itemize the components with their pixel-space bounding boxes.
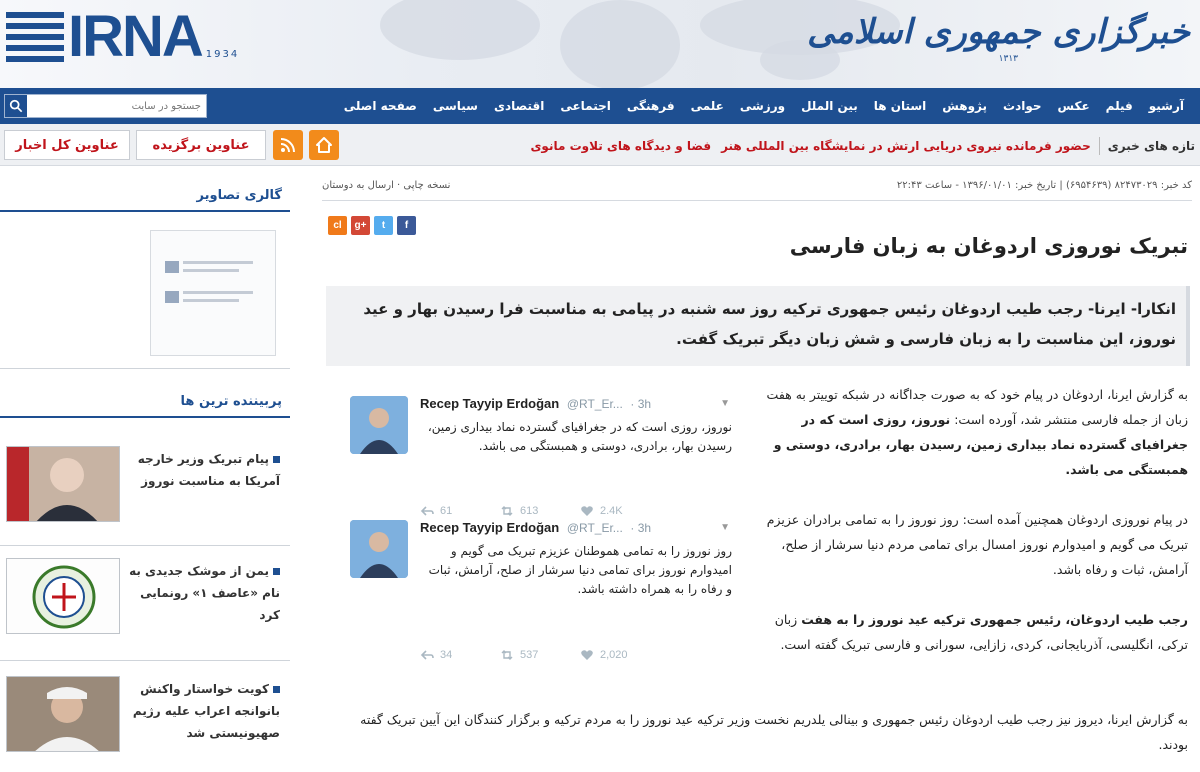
nav-item[interactable]: علمی xyxy=(690,99,724,113)
news-thumbnail[interactable] xyxy=(6,446,120,522)
googleplus-share-icon[interactable]: g+ xyxy=(351,216,370,235)
article-lead xyxy=(326,286,1190,366)
tweet-author[interactable]: Recep Tayyip Erdoğan xyxy=(420,396,560,411)
heart-icon xyxy=(580,504,594,518)
cloob-share-icon[interactable]: cl xyxy=(328,216,347,235)
reply-button[interactable] xyxy=(420,648,500,662)
all-headlines-button[interactable]: عناوین کل اخبار xyxy=(4,130,130,160)
embedded-tweet[interactable] xyxy=(346,396,736,526)
popular-item-text: پیام تبریک وزیر خارجه آمریکا به مناسبت نوروز xyxy=(137,452,280,488)
divider xyxy=(0,660,290,661)
article-info xyxy=(897,180,1192,191)
popular-item-text: یمن از موشک جدیدی به نام «عاصف ۱» رونمایی کرد xyxy=(129,564,280,622)
ticker-bar xyxy=(0,124,1200,166)
article-paragraph xyxy=(748,607,1188,657)
article-paragraph xyxy=(328,707,1188,757)
tweet-avatar[interactable] xyxy=(350,396,408,454)
home-icon xyxy=(315,136,333,154)
tweet-actions xyxy=(420,648,660,662)
retweet-count: 613 xyxy=(520,505,539,517)
tweet-avatar[interactable] xyxy=(350,520,408,578)
article-meta xyxy=(322,180,1192,200)
popular-item-title[interactable] xyxy=(128,560,280,626)
nav-item[interactable]: فرهنگی xyxy=(626,99,675,113)
nav-item[interactable]: بین الملل xyxy=(801,99,858,113)
article xyxy=(322,170,1192,772)
image-placeholder-icon xyxy=(165,261,179,273)
rss-icon xyxy=(279,136,297,154)
tweet-header xyxy=(420,396,730,411)
like-button[interactable] xyxy=(580,504,660,518)
nav-item[interactable]: حوادث xyxy=(1003,99,1042,113)
popular-title: پربیننده ترین ها xyxy=(180,394,282,409)
share-bar xyxy=(328,216,416,235)
search-button[interactable] xyxy=(5,95,27,117)
tweet-header xyxy=(420,520,730,535)
nav-item[interactable]: فیلم xyxy=(1105,99,1133,113)
gallery-thumbnail[interactable] xyxy=(150,230,276,356)
main-nav xyxy=(0,88,1200,124)
paragraph-text: به گزارش ایرنا، دیروز نیز رجب طیب اردوغان رئیس جمهوری و بینالی یلدریم نخست وزیر ترکیه عید نوروز را به مردم ترکیه و برگزار کنندگان این آیین تبریک گفته بودند. xyxy=(360,712,1188,752)
gallery-title[interactable]: گالری تصاویر xyxy=(196,188,282,203)
article-paragraph xyxy=(748,507,1188,582)
reply-count: 61 xyxy=(440,505,453,517)
reply-button[interactable] xyxy=(420,504,500,518)
irna-logo[interactable] xyxy=(6,6,239,68)
paragraph-text: زبان ترکی، انگلیسی، آذربایجانی، کردی، زازایی، سورانی و فارسی تبریک گفته است. xyxy=(774,612,1188,652)
popular-item[interactable] xyxy=(0,676,290,772)
logo-year: 1934 xyxy=(205,49,240,60)
facebook-share-icon[interactable]: f xyxy=(397,216,416,235)
reply-icon xyxy=(420,504,434,518)
ticker-label: تازه های خبری xyxy=(1107,139,1195,153)
avatar-photo xyxy=(350,396,408,454)
avatar-photo xyxy=(350,520,408,578)
retweet-count: 537 xyxy=(520,649,539,661)
nav-item[interactable]: عکس xyxy=(1057,99,1090,113)
popular-item-text: کویت خواستار واکنش بانوانجه اعراب علیه رژیم صهیونیستی شد xyxy=(132,682,280,740)
world-map-decoration xyxy=(560,0,680,88)
article-date: تاریخ خبر: ۱۳۹۶/۰۱/۰۱ xyxy=(962,180,1057,191)
person-photo xyxy=(7,677,120,752)
twitter-share-icon[interactable]: t xyxy=(374,216,393,235)
retweet-icon xyxy=(500,504,514,518)
bullet-icon xyxy=(273,568,280,575)
nav-item[interactable]: سیاسی xyxy=(432,99,478,113)
tweet-actions xyxy=(420,504,660,518)
send-to-friend-link[interactable]: ارسال به دوستان xyxy=(322,180,394,191)
nav-item[interactable]: ورزشی xyxy=(739,99,786,113)
retweet-button[interactable] xyxy=(500,648,580,662)
bullet-icon xyxy=(273,686,280,693)
caption-line xyxy=(183,299,239,302)
ticker-item[interactable]: حضور فرمانده نیروی دریایی ارتش در نمایشگاه بین المللی هنر xyxy=(721,139,1091,153)
meta-separator: - xyxy=(952,180,959,191)
ticker-separator xyxy=(1099,137,1100,155)
tweet-handle[interactable]: @RT_Er... xyxy=(566,521,623,535)
heart-icon xyxy=(580,648,594,662)
reply-icon xyxy=(420,648,434,662)
retweet-icon xyxy=(500,648,514,662)
nav-item[interactable]: پژوهش xyxy=(942,99,988,113)
selected-headlines-button[interactable]: عناوین برگزیده xyxy=(136,130,266,160)
section-divider xyxy=(0,210,290,212)
logo-text: IRNA xyxy=(68,4,202,69)
nav-menu xyxy=(336,88,1192,124)
search-input[interactable] xyxy=(27,95,205,117)
nav-item[interactable]: آرشیو xyxy=(1148,99,1184,113)
paragraph-text: به گزارش ایرنا، اردوغان در پیام خود که به صورت جداگانه در شبکه توییتر به هفت زبان از جمله فارسی منتشر شد، آورده است: xyxy=(766,387,1188,427)
site-header xyxy=(0,0,1200,88)
news-thumbnail[interactable] xyxy=(6,558,120,634)
caption-line xyxy=(183,291,253,294)
home-button[interactable] xyxy=(309,130,339,160)
agency-founded: ۱۳۱۳ xyxy=(998,54,1018,64)
section-divider xyxy=(0,416,290,418)
paragraph-quote: نوروز، روزی است که در جغرافیای گسترده نماد بیداری زمین، رسیدن بهار، برادری، دوستی و همبستگی می باشد. xyxy=(773,412,1188,477)
article-tools xyxy=(322,180,450,191)
article-code: کد خبر: ۸۲۴۷۳۰۲۹ (۶۹۵۴۶۳۹) xyxy=(1065,180,1192,191)
like-count: 2.4K xyxy=(600,505,623,517)
news-ticker xyxy=(350,134,1195,158)
world-map-decoration xyxy=(380,0,540,60)
print-link[interactable]: نسخه چاپی xyxy=(403,180,451,191)
chevron-down-icon[interactable]: ▼ xyxy=(720,522,730,533)
person-photo xyxy=(7,447,120,522)
popular-item-title[interactable] xyxy=(128,678,280,744)
emblem-image xyxy=(7,559,120,634)
tweet-time: · 3h xyxy=(630,397,652,411)
logo-stripes-icon xyxy=(6,12,64,62)
article-time: ساعت ۲۲:۴۳ xyxy=(896,180,953,191)
news-thumbnail[interactable] xyxy=(6,676,120,752)
paragraph-bold: رجب طیب اردوغان، رئیس جمهوری ترکیه عید نوروز را به هفت xyxy=(801,612,1188,627)
search-icon xyxy=(9,99,23,113)
meta-divider xyxy=(322,200,1192,201)
tweet-time: · 3h xyxy=(630,521,652,535)
ticker-item[interactable]: فضا و دیدگاه های تلاوت مانوی xyxy=(530,139,712,153)
popular-item[interactable] xyxy=(0,558,290,658)
article-paragraph xyxy=(748,382,1188,482)
tweet-author[interactable]: Recep Tayyip Erdoğan xyxy=(420,520,560,535)
search-box xyxy=(4,94,207,118)
paragraph-text: در پیام نوروزی اردوغان همچنین آمده است: روز نوروز را به تمامی برادران عزیزم تبریک می گویم و امیدوارم نوروز امسال برای تمامی مردم دنیا سرشار از صلح، آرامش، ثبات و رفاه باشد. xyxy=(766,512,1188,577)
tweet-text: نوروز، روزی است که در جغرافیای گسترده نماد بیداری زمین، رسیدن بهار، برادری، دوستی و همبستگی می باشد. xyxy=(427,420,732,453)
tweet-handle[interactable]: @RT_Er... xyxy=(566,397,623,411)
chevron-down-icon[interactable]: ▼ xyxy=(720,398,730,409)
nav-item[interactable]: صفحه اصلی xyxy=(343,99,417,113)
tweet-text: روز نوروز را به تمامی هموطنان عزیزم تبریک می گویم و امیدوارم نوروز برای تمامی دنیا سرشار از صلح، آرامش، ثبات و رفاه را به همراه داشته باشد. xyxy=(428,544,732,596)
nav-item[interactable]: اقتصادی xyxy=(493,99,545,113)
agency-name: خبرگزاری جمهوری اسلامی xyxy=(807,12,1190,52)
meta-separator: | xyxy=(1056,180,1063,191)
caption-line xyxy=(183,269,239,272)
divider xyxy=(0,545,290,546)
bullet-icon xyxy=(273,456,280,463)
popular-item-title[interactable] xyxy=(128,448,280,492)
divider xyxy=(0,368,290,369)
rss-button[interactable] xyxy=(273,130,303,160)
sidebar xyxy=(0,170,290,772)
lead-text: انکارا- ایرنا- رجب طیب اردوغان رئیس جمهوری ترکیه روز سه شنبه در پیامی به مناسبت فرا رسیدن بهار و عید نوروز، این مناسبت را به زبان فارسی و شش زبان دیگر تبریک گفت. xyxy=(363,300,1176,348)
like-button[interactable] xyxy=(580,648,660,662)
reply-count: 34 xyxy=(440,649,453,661)
nav-item[interactable]: استان ها xyxy=(873,99,927,113)
caption-line xyxy=(183,261,253,264)
meta-separator: · xyxy=(393,180,401,191)
embedded-tweet[interactable] xyxy=(346,520,736,670)
article-headline: تبریک نوروزی اردوغان به زبان فارسی xyxy=(789,234,1188,258)
retweet-button[interactable] xyxy=(500,504,580,518)
nav-item[interactable]: اجتماعی xyxy=(560,99,611,113)
popular-item[interactable] xyxy=(0,446,290,546)
image-placeholder-icon xyxy=(165,291,179,303)
like-count: 2,020 xyxy=(600,649,628,661)
